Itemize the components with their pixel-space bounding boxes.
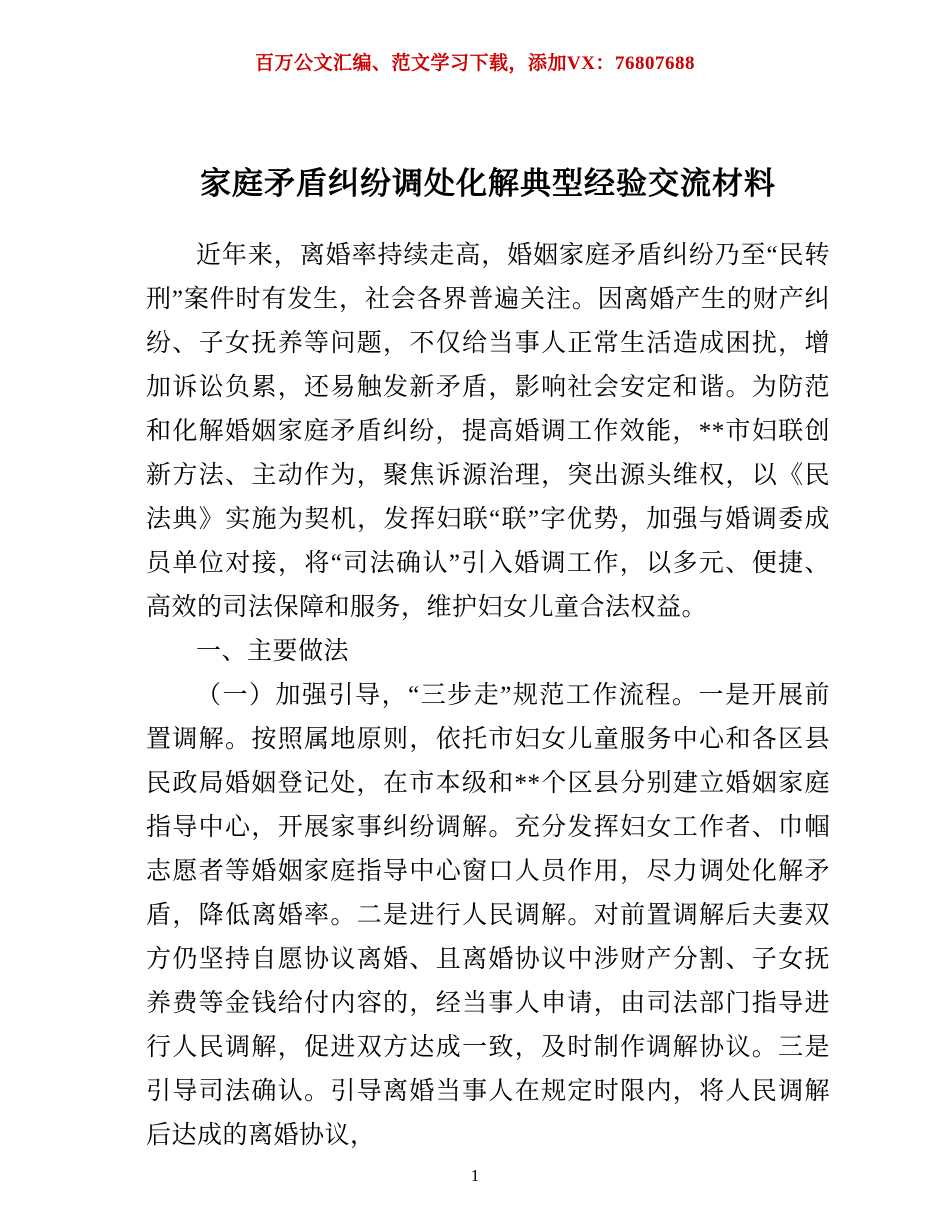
- promo-header: [120, 52, 830, 76]
- page-footer: [0, 1166, 950, 1186]
- promo-notice-text: 百万公文汇编、范文学习下载，添加VX：76807688: [255, 53, 695, 74]
- section-heading-main-practices: 一、主要做法: [196, 638, 350, 665]
- document-body: [146, 234, 830, 1158]
- page-number: 1: [470, 1166, 480, 1185]
- paragraph-introduction: 近年来，离婚率持续走高，婚姻家庭矛盾纠纷乃至“民转刑”案件时有发生，社会各界普遍关注。因离婚产生的财产纠纷、子女抚养等问题，不仅给当事人正常生活造成困扰，增加诉讼负累，还易触发新矛盾，影响社会安定和谐。为防范和化解婚姻家庭矛盾纠纷，提高婚调工作效能，**市妇联创新方法、主动作为，聚焦诉源治理，突出源头维权，以《民法典》实施为契机，发挥妇联“联”字优势，加强与婚调委成员单位对接，将“司法确认”引入婚调工作，以多元、便捷、高效的司法保障和服务，维护妇女儿童合法权益。: [146, 242, 830, 621]
- document-title: 家庭矛盾纠纷调处化解典型经验交流材料: [200, 166, 776, 201]
- paragraph-practices-detail: （一）加强引导，“三步走”规范工作流程。一是开展前置调解。按照属地原则，依托市妇女儿童服务中心和各区县民政局婚姻登记处，在市本级和**个区县分别建立婚姻家庭指导中心，开展家事纠纷调解。充分发挥妇女工作者、巾帼志愿者等婚姻家庭指导中心窗口人员作用，尽力调处化解矛盾，降低离婚率。二是进行人民调解。对前置调解后夫妻双方仍坚持自愿协议离婚、且离婚协议中涉财产分割、子女抚养费等金钱给付内容的，经当事人申请，由司法部门指导进行人民调解，促进双方达成一致，及时制作调解协议。三是引导司法确认。引导离婚当事人在规定时限内，将人民调解后达成的离婚协议，: [146, 682, 830, 1149]
